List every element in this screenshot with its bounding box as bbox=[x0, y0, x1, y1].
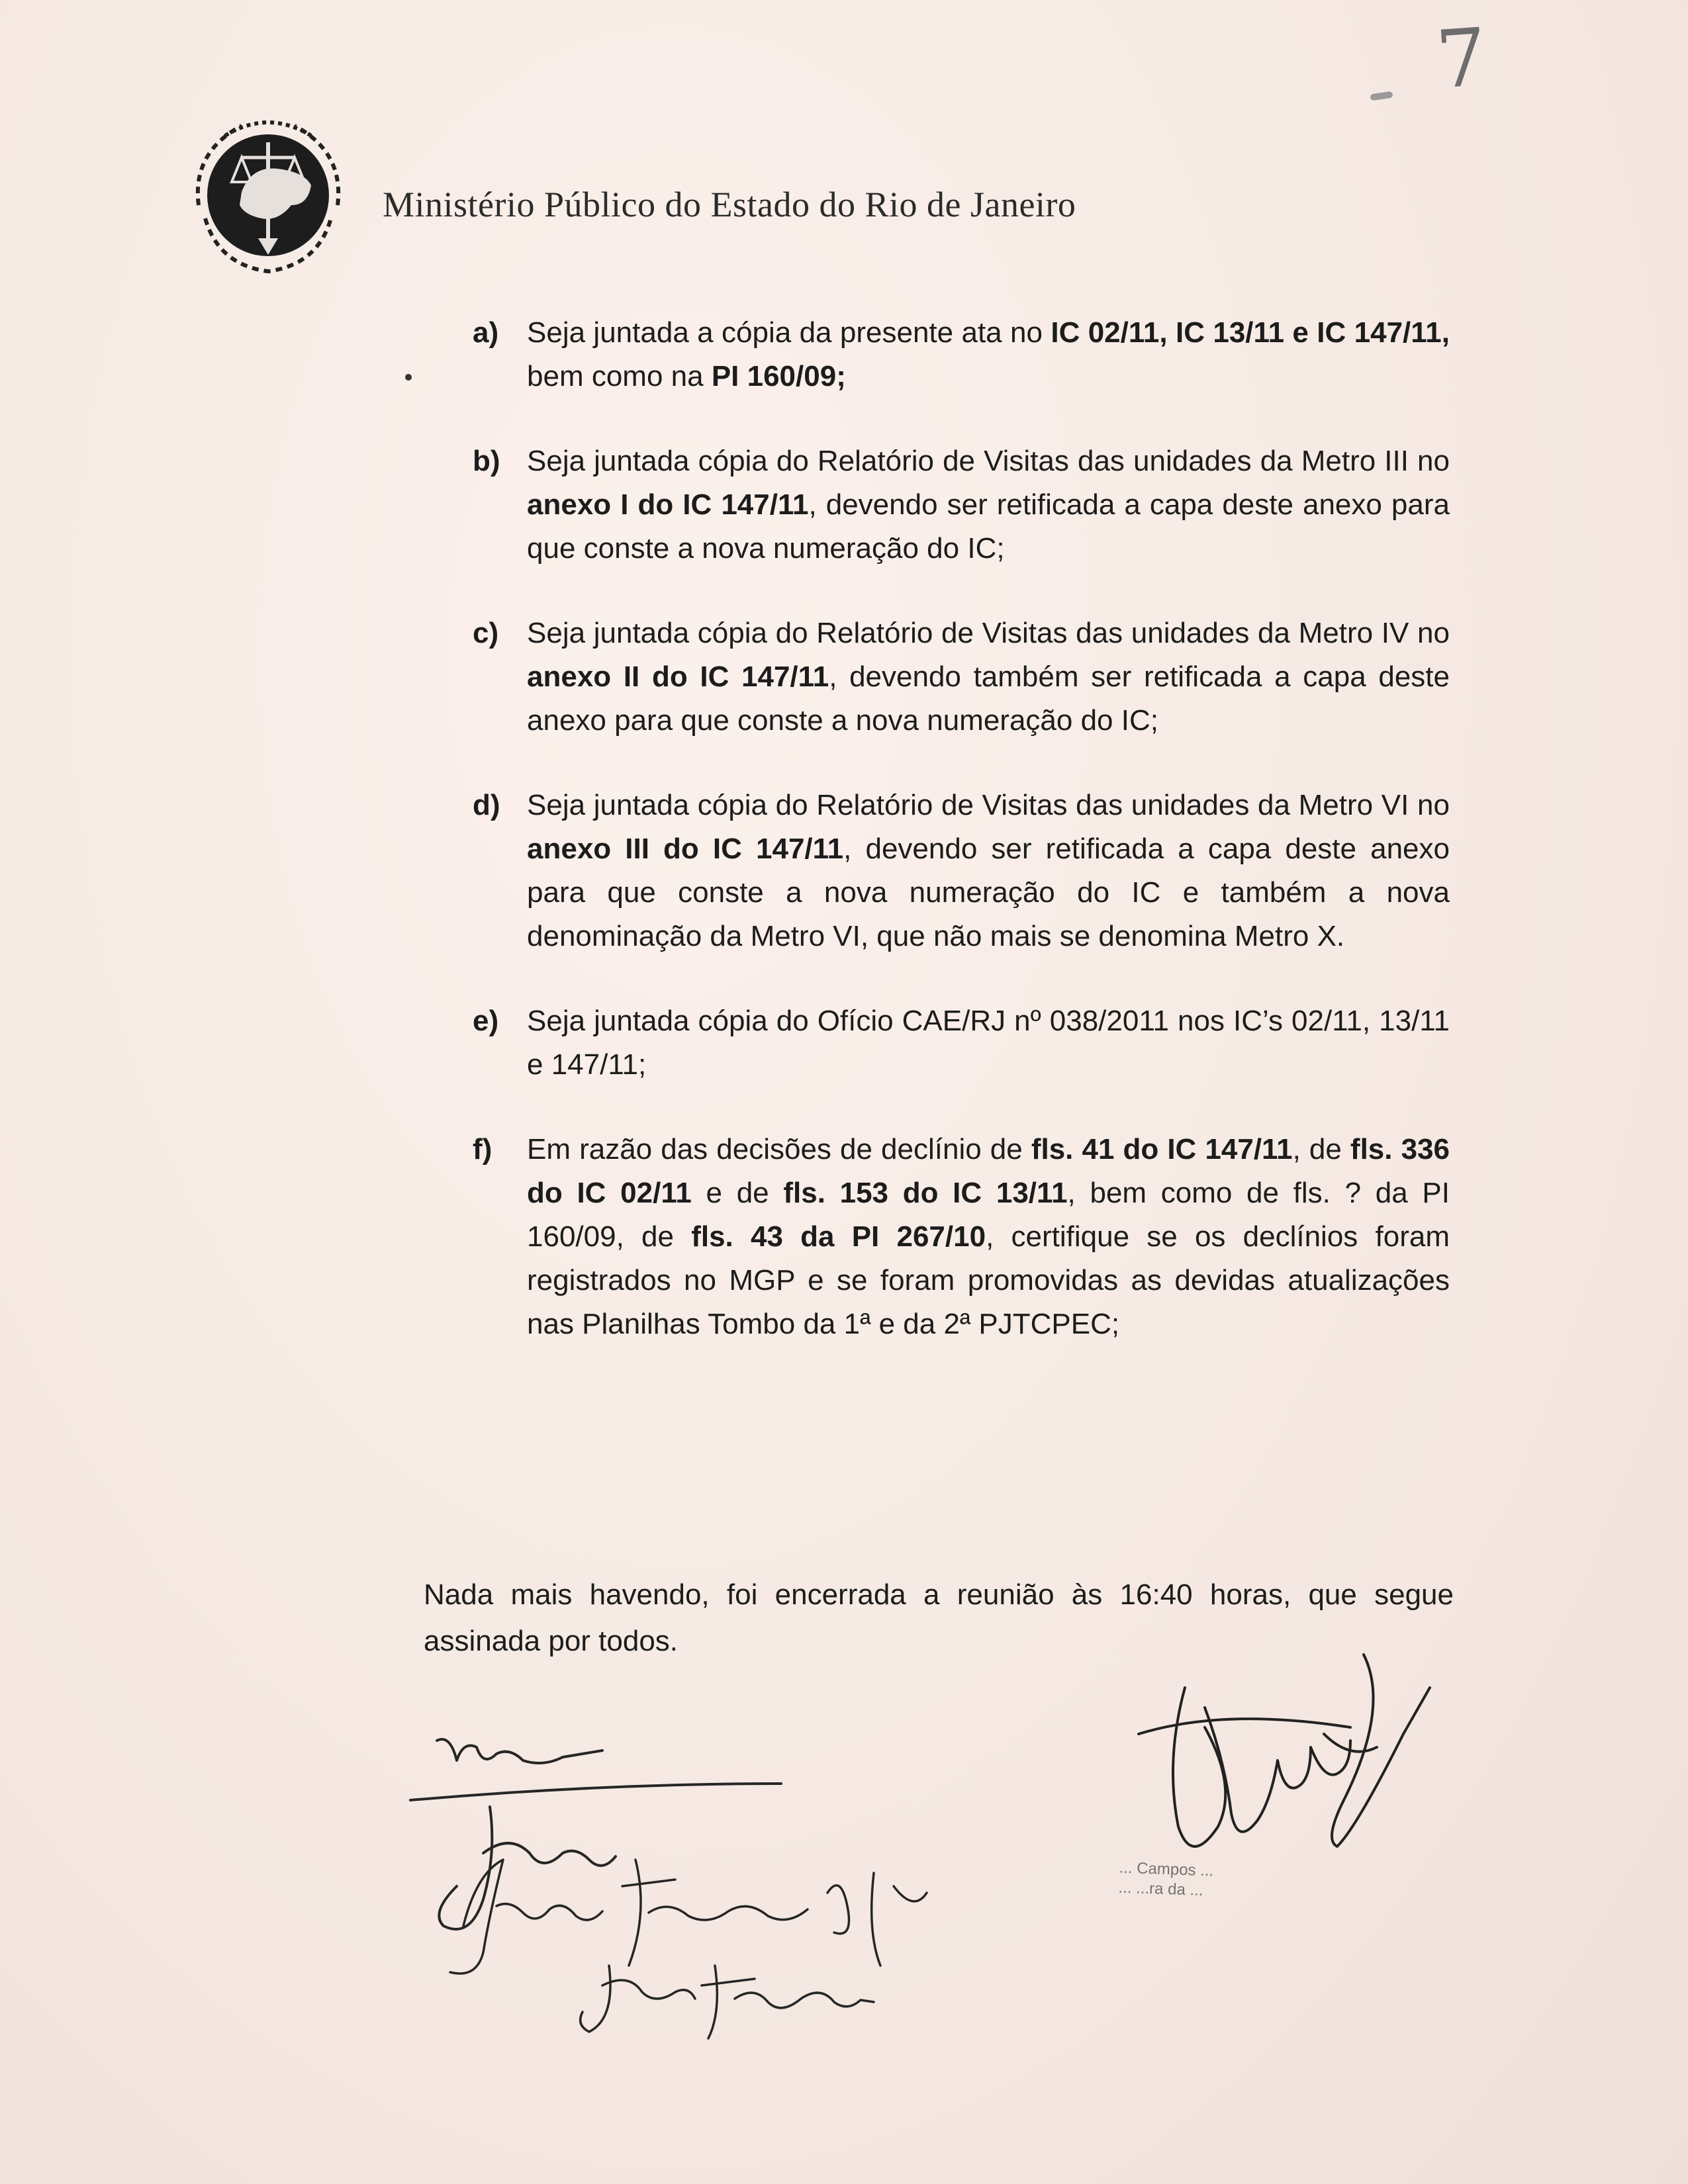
handwritten-signature bbox=[1125, 1628, 1443, 1883]
text-span: , devendo ser retificada a capa deste anexo para que conste a nova numeração do IC e também a nova denominação da Metro VI, que não mais se denomina Metro X. bbox=[527, 833, 1450, 952]
page-number: 7 bbox=[1433, 11, 1491, 107]
text-span: Seja juntada a cópia da presente ata no bbox=[527, 316, 1051, 349]
list-item bbox=[473, 612, 1450, 743]
stamp-line: ... ...ra da ... bbox=[1118, 1878, 1203, 1899]
closing-statement: Nada mais havendo, foi encerrada a reunião às 16:40 horas, que segue assinada por todos. bbox=[424, 1578, 1454, 1657]
bold-reference: fls. 41 do IC 147/11 bbox=[1031, 1133, 1293, 1165]
item-text bbox=[527, 612, 1450, 743]
list-item bbox=[473, 439, 1450, 570]
list-item bbox=[473, 1128, 1450, 1346]
mprj-coat-of-arms-icon bbox=[179, 106, 357, 285]
item-text bbox=[527, 439, 1450, 570]
bold-reference: anexo II do IC 147/11 bbox=[527, 660, 829, 693]
resolution-items bbox=[473, 311, 1450, 1387]
bold-reference: fls. 153 do IC 13/11 bbox=[783, 1177, 1068, 1209]
bold-reference: IC 02/11, IC 13/11 e IC 147/11, bbox=[1051, 316, 1450, 349]
handwritten-signature bbox=[563, 1939, 907, 2075]
item-text bbox=[527, 784, 1450, 958]
item-text bbox=[527, 311, 1450, 398]
institution-name: Ministério Público do Estado do Rio de Janeiro bbox=[383, 185, 1076, 224]
text-span: , bem como de fls. ? da PI 160/09, de bbox=[527, 1177, 1450, 1253]
text-span: Seja juntada cópia do Relatório de Visitas das unidades da Metro III no bbox=[527, 445, 1450, 477]
item-label: b) bbox=[473, 445, 500, 477]
item-label: f) bbox=[473, 1133, 492, 1165]
text-span: Em razão das decisões de declínio de bbox=[527, 1133, 1031, 1165]
text-span: , de bbox=[1292, 1133, 1350, 1165]
item-label: d) bbox=[473, 789, 500, 821]
bold-reference: anexo III do IC 147/11 bbox=[527, 833, 844, 865]
official-stamp bbox=[1118, 1858, 1214, 1901]
text-span: Seja juntada cópia do Relatório de Visitas das unidades da Metro VI no bbox=[527, 789, 1450, 821]
bold-reference: PI 160/09; bbox=[711, 360, 846, 392]
text-span: , certifique se os declínios foram registrados no MGP e se foram promovidas as devidas atualizações nas Planilhas Tombo da 1ª e da 2ª PJTCPEC; bbox=[527, 1220, 1450, 1340]
bold-reference: fls. 336 do IC 02/11 bbox=[527, 1133, 1450, 1209]
text-span: Seja juntada cópia do Relatório de Visitas das unidades da Metro IV no bbox=[527, 617, 1450, 649]
item-text bbox=[527, 1128, 1450, 1346]
bold-reference: anexo I do IC 147/11 bbox=[527, 488, 809, 521]
list-item bbox=[473, 311, 1450, 398]
ink-speck bbox=[1370, 91, 1393, 101]
item-label: c) bbox=[473, 617, 499, 649]
item-label: a) bbox=[473, 316, 499, 349]
item-label: e) bbox=[473, 1005, 499, 1037]
text-span: , devendo ser retificada a capa deste anexo para que conste a nova numeração do IC; bbox=[527, 488, 1450, 565]
list-item bbox=[473, 999, 1450, 1087]
text-span: e de bbox=[691, 1177, 784, 1209]
list-item bbox=[473, 784, 1450, 958]
text-span: Seja juntada cópia do Ofício CAE/RJ nº 038/2011 nos IC’s 02/11, 13/11 e 147/11; bbox=[527, 1005, 1450, 1081]
text-span: bem como na bbox=[527, 360, 712, 392]
bold-reference: fls. 43 da PI 267/10 bbox=[691, 1220, 986, 1253]
stamp-line: ... Campos ... bbox=[1119, 1858, 1214, 1880]
item-text bbox=[527, 999, 1450, 1087]
ink-dot bbox=[405, 374, 412, 381]
text-span: , devendo também ser retificada a capa deste anexo para que conste a nova numeração do IC; bbox=[527, 660, 1450, 737]
